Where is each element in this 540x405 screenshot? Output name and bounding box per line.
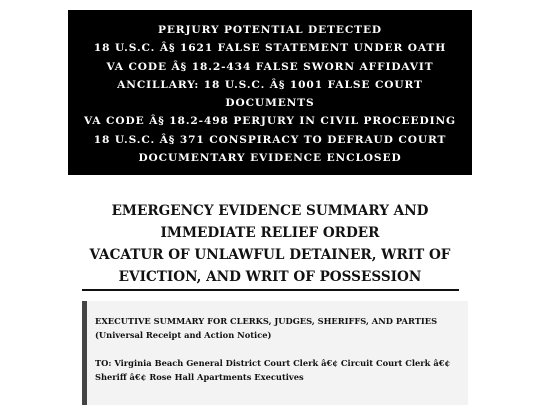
- document-title: [40, 200, 500, 288]
- notice-line: VA CODE Â§ 18.2-434 FALSE SWORN AFFIDAVIT: [106, 60, 434, 73]
- title-line: EVICTION, AND WRIT OF POSSESSION: [118, 269, 422, 285]
- notice-line: VA CODE Â§ 18.2-498 PERJURY IN CIVIL PROCEEDING: [84, 115, 456, 128]
- title-divider: [82, 289, 459, 291]
- summary-recipients: [95, 357, 468, 384]
- perjury-notice-box: [68, 10, 472, 175]
- title-line: VACATUR OF UNLAWFUL DETAINER, WRIT OF: [89, 247, 451, 263]
- notice-line: DOCUMENTS: [225, 97, 315, 110]
- title-line: IMMEDIATE RELIEF ORDER: [160, 225, 380, 241]
- executive-summary-panel: [82, 301, 468, 405]
- summary-heading-line: (Universal Receipt and Action Notice): [95, 329, 272, 340]
- notice-line: 18 U.S.C. Â§ 371 CONSPIRACY TO DEFRAUD COURT: [93, 133, 447, 146]
- summary-recipients-line: Sheriff â€¢ Rose Hall Apartments Executives: [95, 371, 304, 382]
- summary-recipients-line: TO: Virginia Beach General District Court Clerk â€¢ Circuit Court Clerk â€¢: [95, 358, 451, 368]
- notice-line: PERJURY POTENTIAL DETECTED: [157, 24, 383, 36]
- notice-line: DOCUMENTARY EVIDENCE ENCLOSED: [138, 152, 402, 165]
- notice-line: 18 U.S.C. Â§ 1621 FALSE STATEMENT UNDER OATH: [93, 42, 447, 55]
- summary-heading: [95, 315, 468, 342]
- title-line: EMERGENCY EVIDENCE SUMMARY AND: [111, 203, 429, 219]
- notice-line: ANCILLARY: 18 U.S.C. Â§ 1001 FALSE COURT: [117, 78, 423, 91]
- summary-heading-line: EXECUTIVE SUMMARY FOR CLERKS, JUDGES, SHERIFFS, AND PARTIES: [95, 316, 438, 326]
